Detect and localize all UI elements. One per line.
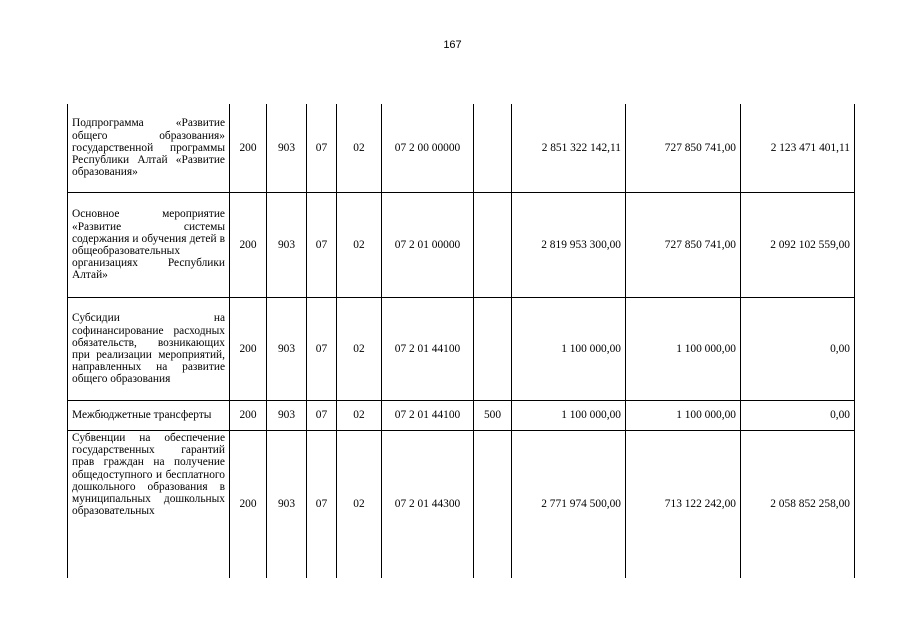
target-code-cell: 07 2 01 44100 <box>382 401 474 431</box>
sum-total-cell: 1 100 000,00 <box>512 298 626 401</box>
page-number: 167 <box>443 39 462 51</box>
ministry-code-cell: 903 <box>267 431 307 579</box>
sum-total-cell: 2 851 322 142,11 <box>512 104 626 193</box>
table-row <box>68 104 855 193</box>
ministry-code-cell: 903 <box>267 401 307 431</box>
expense-type-cell <box>474 104 512 193</box>
ministry-code-cell: 903 <box>267 193 307 298</box>
sum-total-cell: 1 100 000,00 <box>512 401 626 431</box>
row-name-text: Субвенции на обеспечение государственных гарантий прав граждан на получение общедоступного и бесплатного дошкольного образования в муниципальных дошкольных образовательных <box>72 432 225 518</box>
sum-total-cell: 2 819 953 300,00 <box>512 193 626 298</box>
admin-code-cell: 200 <box>230 431 267 579</box>
table-row <box>68 431 855 579</box>
sum-federal-cell: 727 850 741,00 <box>626 193 741 298</box>
admin-code-cell: 200 <box>230 298 267 401</box>
subsection-cell: 02 <box>337 193 382 298</box>
section-cell: 07 <box>307 193 337 298</box>
admin-code-cell: 200 <box>230 193 267 298</box>
row-name: Субсидии на софинансирование расходных обязательств, возникающих при реализации мероприятий, направленных на развитие общего образования <box>68 298 230 401</box>
section-cell: 07 <box>307 401 337 431</box>
expense-type-cell <box>474 193 512 298</box>
sum-regional-cell: 0,00 <box>741 298 855 401</box>
sum-regional-cell: 2 058 852 258,00 <box>741 431 855 579</box>
section-cell: 07 <box>307 431 337 579</box>
row-name <box>68 431 230 579</box>
admin-code-cell: 200 <box>230 104 267 193</box>
ministry-code-cell: 903 <box>267 298 307 401</box>
table-row <box>68 298 855 401</box>
sum-total-cell: 2 771 974 500,00 <box>512 431 626 579</box>
sum-federal-cell: 1 100 000,00 <box>626 298 741 401</box>
admin-code-cell: 200 <box>230 401 267 431</box>
section-cell: 07 <box>307 104 337 193</box>
row-name: Межбюджетные трансферты <box>68 401 230 431</box>
target-code-cell: 07 2 00 00000 <box>382 104 474 193</box>
subsection-cell: 02 <box>337 401 382 431</box>
target-code-cell: 07 2 01 00000 <box>382 193 474 298</box>
sum-federal-cell: 1 100 000,00 <box>626 401 741 431</box>
expense-type-cell <box>474 431 512 579</box>
sum-federal-cell: 727 850 741,00 <box>626 104 741 193</box>
sum-federal-cell: 713 122 242,00 <box>626 431 741 579</box>
subsection-cell: 02 <box>337 104 382 193</box>
target-code-cell: 07 2 01 44100 <box>382 298 474 401</box>
budget-table <box>67 104 855 578</box>
sum-regional-cell: 0,00 <box>741 401 855 431</box>
table-row <box>68 401 855 431</box>
expense-type-cell: 500 <box>474 401 512 431</box>
subsection-cell: 02 <box>337 298 382 401</box>
ministry-code-cell: 903 <box>267 104 307 193</box>
sum-regional-cell: 2 123 471 401,11 <box>741 104 855 193</box>
table-row <box>68 193 855 298</box>
target-code-cell: 07 2 01 44300 <box>382 431 474 579</box>
row-name: Подпрограмма «Развитие общего образования» государственной программы Республики Алтай «Развитие образования» <box>68 104 230 193</box>
expense-type-cell <box>474 298 512 401</box>
section-cell: 07 <box>307 298 337 401</box>
sum-regional-cell: 2 092 102 559,00 <box>741 193 855 298</box>
subsection-cell: 02 <box>337 431 382 579</box>
row-name: Основное мероприятие «Развитие системы содержания и обучения детей в общеобразовательных организациях Республики Алтай» <box>68 193 230 298</box>
